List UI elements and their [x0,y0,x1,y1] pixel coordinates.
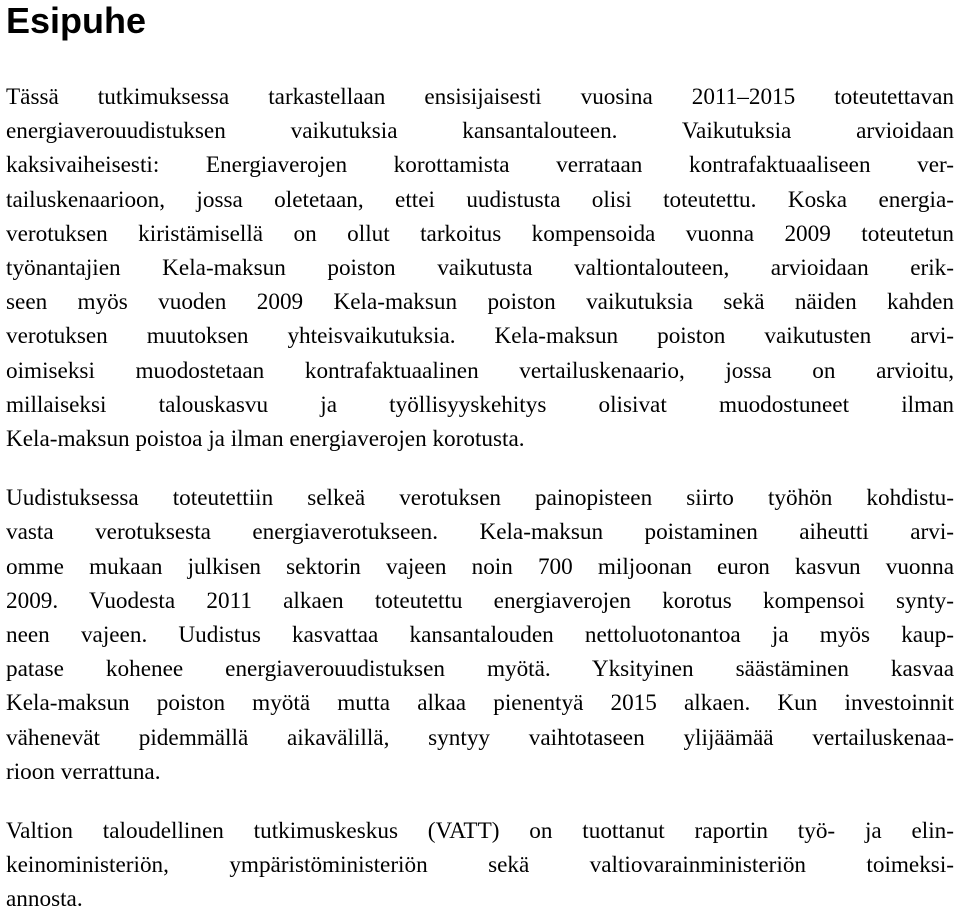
text-line: vähenevät pidemmällä aikavälillä, syntyy vaihtotaseen ylijäämää vertailuskenaa- [6,724,954,751]
text-line: Uudistuksessa toteutettiin selkeä verotuksen painopisteen siirto työhön kohdistu- [6,485,954,512]
text-line: keinoministeriön, ympäristöministeriön sekä valtiovarainministeriön toimeksi- [6,852,954,879]
text-line: Tässä tutkimuksessa tarkastellaan ensisijaisesti vuosina 2011–2015 toteutettavan [6,84,954,110]
text-line: verotuksen kiristämisellä on ollut tarkoitus kompensoida vuonna 2009 toteutetun [6,220,954,247]
paragraph-1 [6,80,954,456]
text-line: seen myös vuoden 2009 Kela-maksun poiston vaikutuksia sekä näiden kahden [6,289,954,316]
text-line: omme mukaan julkisen sektorin vajeen noin 700 miljoonan euron kasvun vuonna [6,553,954,580]
text-line: työnantajien Kela-maksun poiston vaikutusta valtiontalouteen, arvioidaan erik- [6,255,954,282]
text-line: energiaverouudistuksen vaikutuksia kansantalouteen. Vaikutuksia arvioidaan [6,118,954,145]
text-line: Valtion taloudellinen tutkimuskeskus (VATT) on tuottanut raportin työ- ja elin- [6,818,954,845]
text-line: 2009. Vuodesta 2011 alkaen toteutettu energiaverojen korotus kompensoi synty- [6,587,954,614]
text-line: annosta. [6,886,83,913]
text-line: vasta verotuksesta energiaverotukseen. Kela-maksun poistaminen aiheutti arvi- [6,519,954,546]
text-line: tailuskenaarioon, jossa oletetaan, ettei uudistusta olisi toteutettu. Koska energia- [6,186,954,213]
text-line: rioon verrattuna. [6,758,161,785]
text-line: neen vajeen. Uudistus kasvattaa kansantalouden nettoluotonantoa ja myös kaup- [6,622,954,649]
paragraph-2 [6,481,954,789]
text-line: Kela-maksun poiston myötä mutta alkaa pienentyä 2015 alkaen. Kun investoinnit [6,690,954,717]
text-line: oimiseksi muodostetaan kontrafaktuaalinen vertailuskenaario, jossa on arvioitu, [6,357,954,384]
text-line: kaksivaiheisesti: Energiaverojen korottamista verrataan kontrafaktuaaliseen ver- [6,152,954,179]
paragraph-3 [6,814,954,917]
document-page [6,0,954,917]
page-title: Esipuhe [6,0,147,41]
text-line: verotuksen muutoksen yhteisvaikutuksia. Kela-maksun poiston vaikutusten arvi- [6,323,954,350]
text-line: patase kohenee energiaverouudistuksen myötä. Yksityinen säästäminen kasvaa [6,656,954,683]
text-line: millaiseksi talouskasvu ja työllisyyskehitys olisivat muodostuneet ilman [6,391,954,418]
text-line: Kela-maksun poistoa ja ilman energiaverojen korotusta. [6,426,525,453]
